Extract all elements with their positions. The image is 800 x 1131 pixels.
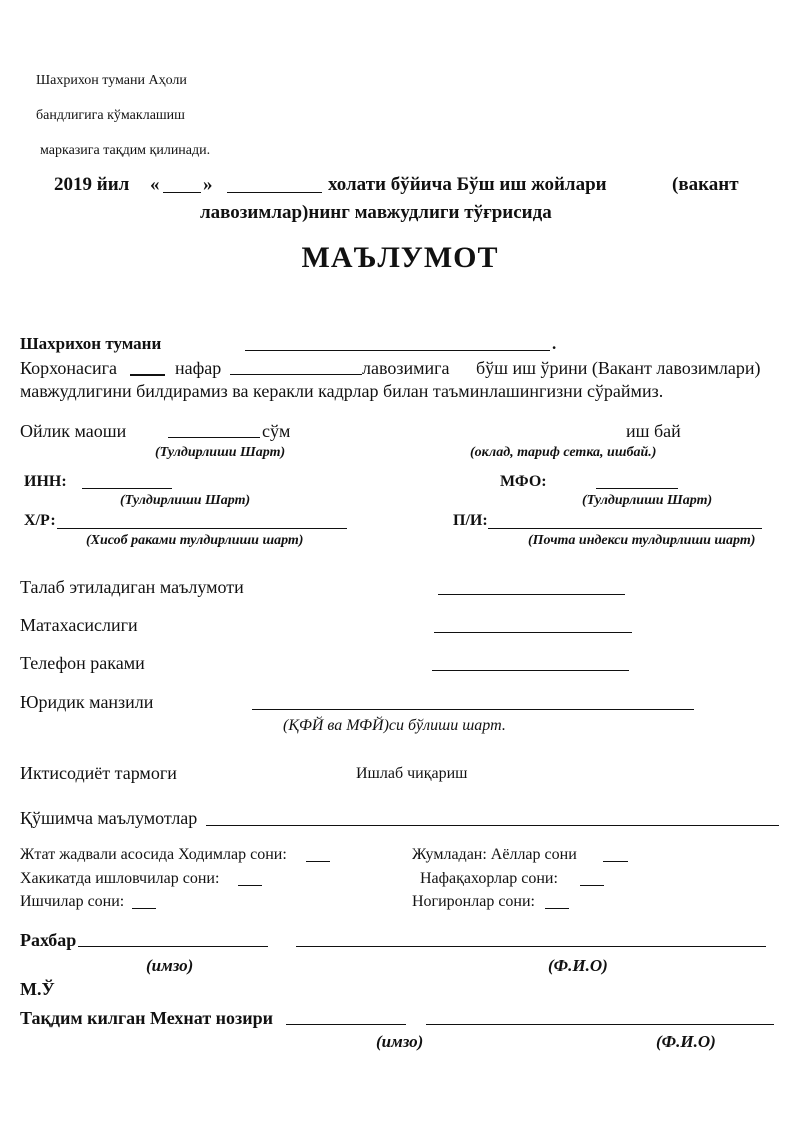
women-count-blank[interactable] [603, 861, 628, 862]
specialty-blank[interactable] [434, 632, 632, 633]
address-blank[interactable] [252, 709, 694, 710]
addressee-line-1: Шахрихон тумани Аҳоли [36, 73, 187, 88]
request-people: нафар [175, 358, 222, 378]
inspector-name-blank[interactable] [426, 1024, 774, 1025]
inspector-name-hint: (Ф.И.О) [656, 1032, 716, 1051]
head-sign-hint: (имзо) [146, 956, 194, 975]
address-label: Юридик манзили [20, 692, 154, 712]
request-line-2: мавжудлигини билдирамиз ва керакли кадрлар билан таъминлашингизни сўраймиз. [20, 381, 664, 401]
mfo-label: МФО: [500, 473, 547, 490]
account-blank[interactable] [57, 528, 347, 529]
actual-count-blank[interactable] [238, 885, 262, 886]
inspector-signature-blank[interactable] [286, 1024, 406, 1025]
district-label: Шахрихон тумани [20, 334, 162, 353]
head-name-hint: (Ф.И.О) [548, 956, 608, 975]
people-count-blank[interactable] [130, 374, 165, 376]
staff-count-blank[interactable] [306, 861, 330, 862]
document-title: МАЪЛУМОТ [301, 241, 499, 274]
salary-hint-left: (Тулдирлиши Шарт) [155, 445, 286, 460]
heading-status-text: холати бўйича Бўш иш жойлари [328, 174, 607, 195]
heading-quote-open: « [150, 174, 160, 195]
postal-blank[interactable] [488, 528, 762, 529]
salary-currency: сўм [262, 421, 291, 441]
salary-unit: иш бай [626, 421, 681, 441]
education-label: Талаб этиладиган маълумоти [20, 577, 244, 597]
disabled-count-label: Ногиронлар сони: [412, 893, 535, 910]
inn-hint: (Тулдирлиши Шарт) [120, 493, 251, 508]
request-vacancy: бўш иш ўрини (Вакант лавозимлари) [476, 358, 761, 378]
district-enterprise-blank[interactable] [245, 350, 550, 351]
workers-count-label: Ишчилар сони: [20, 893, 125, 910]
salary-hint-right: (оклад, тариф сетка, ишбай.) [470, 445, 657, 460]
heading-quote-close: » [203, 174, 213, 195]
salary-label: Ойлик маоши [20, 421, 127, 441]
head-label: Рахбар [20, 930, 77, 950]
stamp-label: М.Ў [20, 979, 55, 999]
day-blank[interactable] [163, 192, 201, 193]
addressee-line-3: марказига тақдим қилинади. [40, 143, 211, 158]
heading-vacant: (вакант [672, 174, 739, 195]
month-blank[interactable] [227, 192, 322, 193]
position-blank[interactable] [230, 374, 362, 375]
account-label: Х/Р: [24, 512, 56, 529]
disabled-count-blank[interactable] [545, 908, 569, 909]
inspector-sign-hint: (имзо) [376, 1032, 424, 1051]
inn-label: ИНН: [24, 473, 67, 490]
addressee-line-2: бандлигига кўмаклашиш [36, 108, 185, 123]
inspector-label: Тақдим килган Мехнат нозири [20, 1008, 274, 1028]
head-name-blank[interactable] [296, 946, 766, 947]
account-hint: (Хисоб раками тулдирлиши шарт) [86, 533, 304, 548]
district-dot: . [552, 334, 557, 353]
pensioners-count-label: Нафақахорлар сони: [420, 870, 558, 887]
mfo-hint: (Тулдирлиши Шарт) [582, 493, 713, 508]
workers-count-blank[interactable] [132, 908, 156, 909]
education-blank[interactable] [438, 594, 625, 595]
request-position: лавозимига [362, 358, 450, 378]
phone-label: Телефон раками [20, 653, 145, 673]
staff-count-label: Жтат жадвали асосида Ходимлар сони: [20, 846, 287, 863]
sector-label: Иктисодиёт тармоги [20, 763, 177, 783]
additional-blank[interactable] [206, 825, 779, 826]
request-enterprise: Корхонасига [20, 358, 118, 378]
salary-blank[interactable] [168, 437, 260, 438]
additional-label: Қўшимча маълумотлар [20, 808, 198, 828]
specialty-label: Матахасислиги [20, 615, 138, 635]
inn-blank[interactable] [82, 488, 172, 489]
actual-count-label: Хакикатда ишловчилар сони: [20, 870, 220, 887]
sector-value: Ишлаб чиқариш [356, 765, 468, 782]
heading-line-2: лавозимлар)нинг мавжудлиги тўғрисида [200, 202, 552, 223]
postal-hint: (Почта индекси тулдирлиши шарт) [528, 533, 756, 548]
pensioners-count-blank[interactable] [580, 885, 604, 886]
postal-label: П/И: [453, 512, 488, 529]
phone-blank[interactable] [432, 670, 629, 671]
women-count-label: Жумладан: Аёллар сони [412, 846, 577, 863]
heading-year: 2019 йил [54, 174, 130, 195]
head-signature-blank[interactable] [78, 946, 268, 947]
address-hint: (ҚФЙ ва МФЙ)си бўлиши шарт. [283, 717, 506, 734]
mfo-blank[interactable] [596, 488, 678, 489]
